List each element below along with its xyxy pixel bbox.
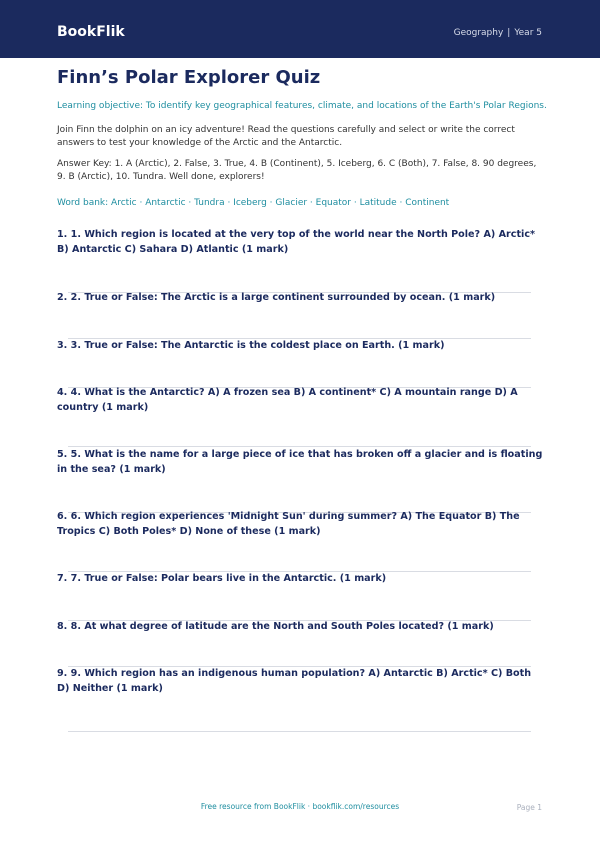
question-5: 5. 5. What is the name for a large piece of ice that has broken off a glacier and is floating in the sea? (1 mark) xyxy=(57,449,543,475)
question-2: 2. 2. True or False: The Arctic is a large continent surrounded by ocean. (1 mark) xyxy=(57,292,496,303)
question-7: 7. 7. True or False: Polar bears live in the Antarctic. (1 mark) xyxy=(57,573,387,584)
question-4: 4. 4. What is the Antarctic? A) A frozen sea B) A continent* C) A mountain range D) A country (1 mark) xyxy=(57,387,518,413)
learning-objective: Learning objective: To identify key geographical features, climate, and locations of the Earth's Polar Regions. xyxy=(57,101,547,111)
answer-line-9 xyxy=(68,731,531,732)
answer-line-4 xyxy=(68,446,531,447)
answer-key: Answer Key: 1. A (Arctic), 2. False, 3. True, 4. B (Continent), 5. Iceberg, 6. C (Both), 7. False, 8. 90 degrees, 9. B (Arctic), 10. Tundra. Well done, explorers! xyxy=(57,159,537,182)
header-separator: | xyxy=(507,28,511,38)
page-title: Finn’s Polar Explorer Quiz xyxy=(57,67,321,88)
question-8: 8. 8. At what degree of latitude are the North and South Poles located? (1 mark) xyxy=(57,621,494,632)
page-number: Page 1 xyxy=(516,803,542,812)
header-bar xyxy=(0,0,600,58)
subject-label: Geography xyxy=(453,28,504,38)
brand-logo-text[interactable]: BookFlik xyxy=(57,24,125,40)
question-6: 6. 6. Which region experiences 'Midnight Sun' during summer? A) The Equator B) The Tropics C) Both Poles* D) None of these (1 mark) xyxy=(57,511,520,537)
footer-link[interactable]: Free resource from BookFlik · bookflik.com/resources xyxy=(200,802,400,811)
word-bank: Word bank: Arctic · Antarctic · Tundra · Iceberg · Glacier · Equator · Latitude · Continent xyxy=(57,198,450,208)
subject-year-label xyxy=(454,27,542,39)
question-1: 1. 1. Which region is located at the very top of the world near the North Pole? A) Arctic* B) Antarctic C) Sahara D) Atlantic (1 mark) xyxy=(57,229,536,255)
question-3: 3. 3. True or False: The Antarctic is the coldest place on Earth. (1 mark) xyxy=(57,340,445,351)
question-9: 9. 9. Which region has an indigenous human population? A) Antarctic B) Arctic* C) Both D) Neither (1 mark) xyxy=(57,668,532,694)
year-label: Year 5 xyxy=(514,28,542,38)
intro-text: Join Finn the dolphin on an icy adventure! Read the questions carefully and select or write the correct answers to test your knowledge of the Arctic and the Antarctic. xyxy=(57,125,515,148)
